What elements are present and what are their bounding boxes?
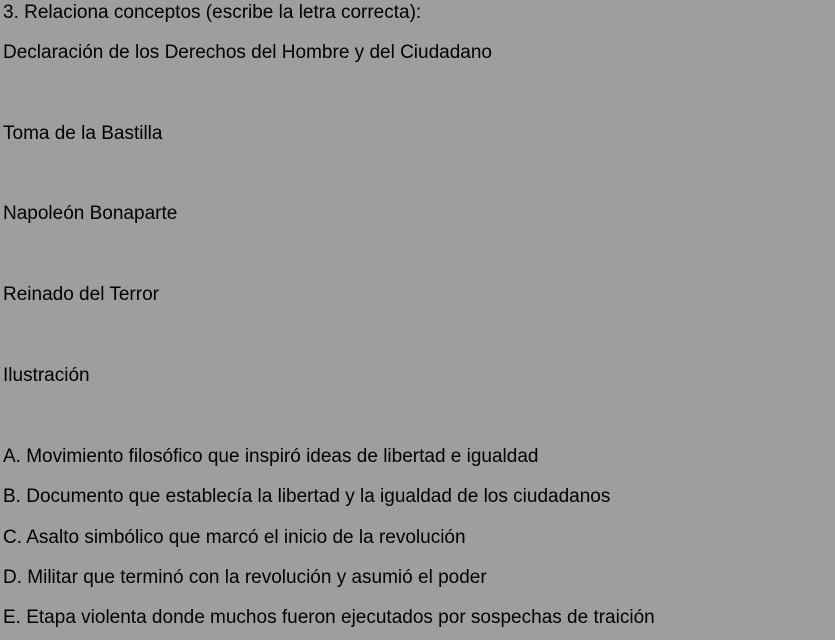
- option-item: C. Asalto simbólico que marcó el inicio de la revolución: [3, 527, 466, 548]
- concept-item: Declaración de los Derechos del Hombre y del Ciudadano: [3, 42, 492, 63]
- option-item: D. Militar que terminó con la revolución y asumió el poder: [3, 567, 487, 588]
- option-item: B. Documento que establecía la libertad y la igualdad de los ciudadanos: [3, 486, 611, 507]
- question-heading: 3. Relaciona conceptos (escribe la letra correcta):: [3, 2, 422, 23]
- option-item: A. Movimiento filosófico que inspiró ideas de libertad e igualdad: [3, 446, 539, 467]
- concept-item: Napoleón Bonaparte: [3, 203, 178, 224]
- option-item: E. Etapa violenta donde muchos fueron ejecutados por sospechas de traición: [3, 607, 655, 628]
- concept-item: Ilustración: [3, 365, 90, 386]
- concept-item: Reinado del Terror: [3, 284, 159, 305]
- concept-item: Toma de la Bastilla: [3, 123, 163, 144]
